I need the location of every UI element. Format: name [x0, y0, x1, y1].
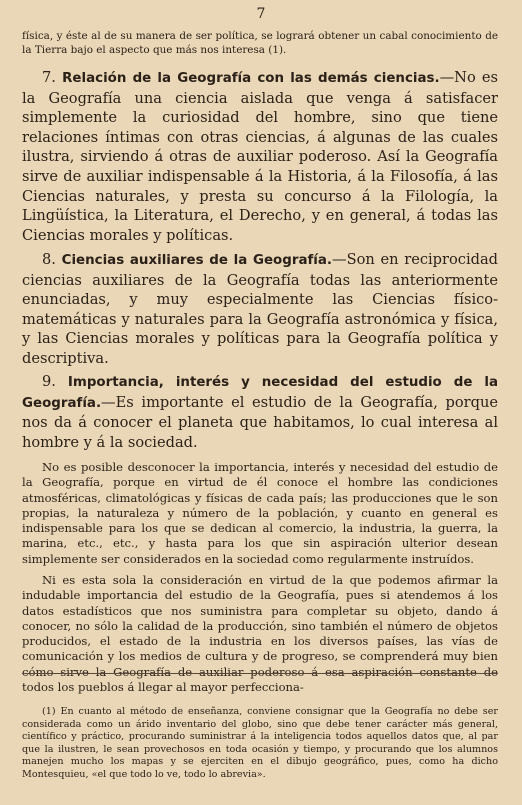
section-text: —Es importante el estudio de la Geografía, porque nos da á conocer el planeta que habitamos, lo cual interesa al hombre y á la sociedad.: [22, 393, 498, 451]
section-number: 9.: [42, 373, 56, 390]
section-number: 8.: [42, 251, 56, 268]
section-text: —Son en reciprocidad ciencias auxiliares de la Geografía todas las anteriormente enunciadas, y muy especialmente las Ciencias físico-matemáticas y naturales para la Geografía astronómica y física, y las Ciencias morales y políticas para la Geografía política y descriptiva.: [22, 251, 498, 367]
intro-text: física, y éste al de su manera de ser política, se logrará obtener un cabal conocimiento de la Tierra bajo el aspecto que más nos interesa (1).: [22, 30, 498, 56]
section-heading: Relación de la Geografía con las demás ciencias.: [62, 71, 440, 86]
section-number: 7.: [42, 69, 56, 86]
section-text: —No es la Geografía una ciencia aislada que venga á satisfacer simplemente la curiosidad del hombre, sino que tiene relaciones íntimas con otras ciencias, á algunas de las cuales ilustra, sirviendo á otras de auxiliar poderoso. Así la Geografía sirve de auxiliar indispensable á la Historia, á la Filosofía, á las Ciencias naturales, y presta su concurso á la Filología, la Lingüística, la Literatura, el Derecho, y en general, á todas las Ciencias morales y políticas.: [22, 69, 499, 244]
section-heading: Importancia, interés y necesidad del estudio de la Geografía.: [22, 375, 499, 411]
section-heading: Ciencias auxiliares de la Geografía.: [61, 253, 333, 268]
footnote: (1) En cuanto al método de enseñanza, conviene consignar que la Geografía no debe ser considerada como un árido inventario del globo, sino que debe tener carácter más general, científico y práctico, procurando suministrar á la inteligencia todos aquellos datos que, al par que la ilustren, le sean provechosos en toda ocasión y tiempo, y procurando que los alumnos manejen mucho los mapas y se ejerciten en el dibujo geográfico, pues, como ha dicho Montesquieu, «el que todo lo ve, todo lo abrevia».: [22, 706, 498, 780]
paragraph-importance: No es posible desconocer la importancia, interés y necesidad del estudio de la Geografía, porque en virtud de él conoce el hombre las condiciones atmosféricas, climatológicas y físicas de cada país; las producciones que le son propias, la naturaleza y número de la población, y cuanto en general es indispensable para los que se dedican al comercio, la industria, la guerra, la marina, etc., etc., y hasta para los que sin aspiración ulterior desean simplemente ser considerados en la sociedad como regularmente instruídos.: [22, 460, 498, 566]
section-8: [22, 250, 498, 369]
footnote-divider: [22, 673, 498, 674]
section-9: [22, 372, 498, 452]
page-number: 7: [256, 6, 266, 22]
paragraph-statistics: Ni es esta sola la consideración en virtud de la que podemos afirmar la indudable importancia del estudio de la Geografía, pues si atendemos á los datos estadísticos que nos suministra para completar su objeto, dando á conocer, no sólo la calidad de la producción, sino también el número de objetos producidos, el estado de la industria en los diversos países, las vías de comunicación y los medios de cultura y de progreso, se comprenderá muy bien cómo sirve la Geografía de auxiliar poderoso á esa aspiración constante de todos los pueblos á llegar al mayor perfecciona-: [22, 573, 498, 695]
section-7: [22, 68, 498, 245]
